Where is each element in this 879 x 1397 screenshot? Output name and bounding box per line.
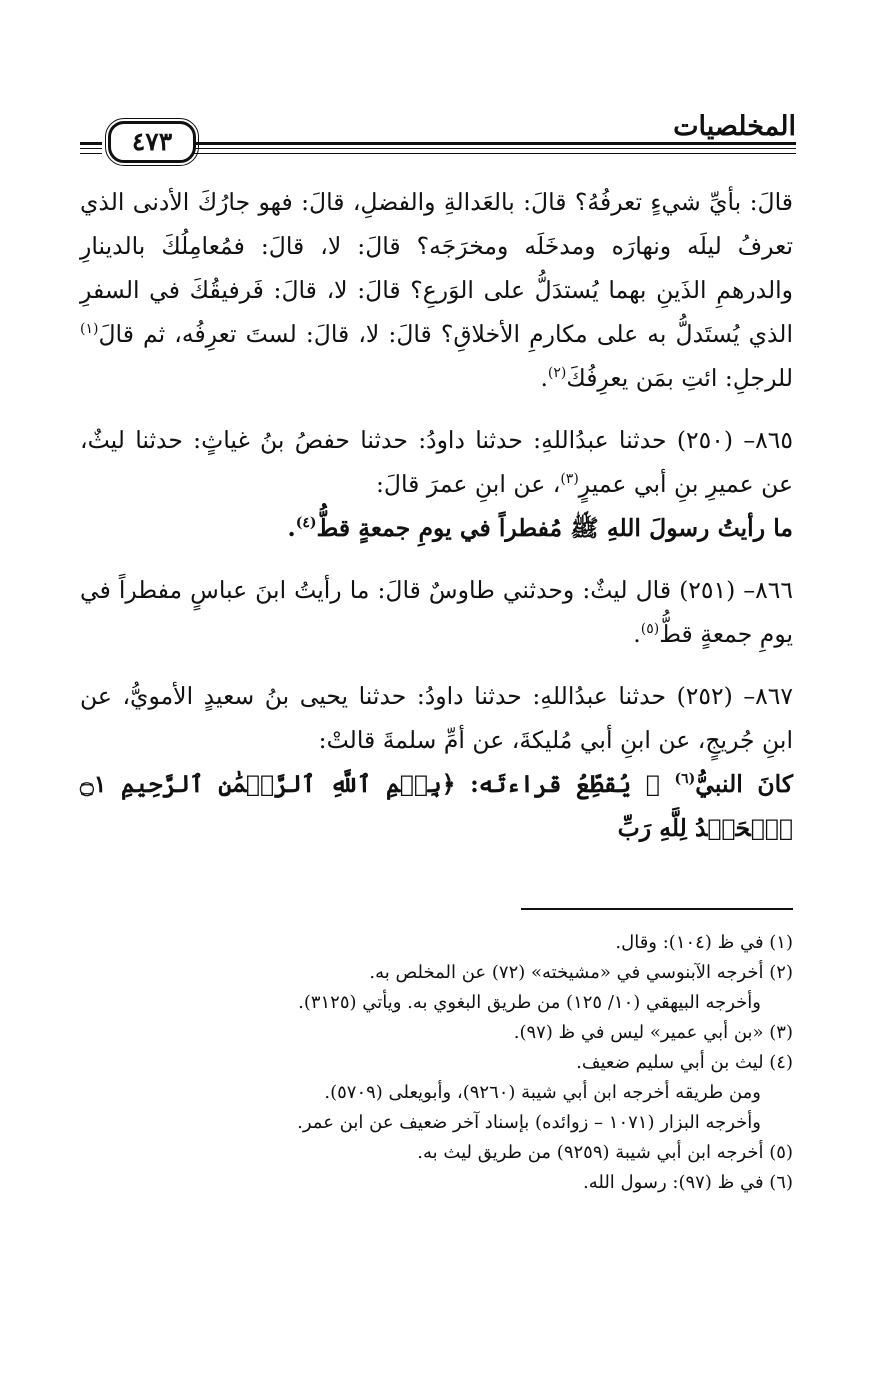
paragraph-text: ٨٦٦– (٢٥١) قال ليثٌ: وحدثني طاوسٌ قالَ: ما رأيتُ ابنَ عباسٍ مفطراً في يومِ جمعةٍ قطُّ	[80, 576, 793, 648]
paragraph-text: ٨٦٧– (٢٥٢) حدثنا عبدُاللهِ: حدثنا داودُ: حدثنا يحيى بنُ سعيدٍ الأمويُّ، عن ابنِ جُريجٍ، عن ابنِ أبي مُليكةَ، عن أمِّ سلمةَ قالتْ:	[80, 682, 793, 754]
header-rule	[189, 142, 796, 145]
hadith-text	[80, 506, 793, 550]
footnote: (٣) «بن أبي عمير» ليس في ظ (٩٧).	[513, 1022, 793, 1043]
paragraph-text: .	[633, 620, 641, 648]
paragraph-text: قالَ: بأيِّ شيءٍ تعرفُهُ؟ قالَ: بالعَدالةِ والفضلِ، قالَ: فهو جارُكَ الأدنى الذي تعرفُ ليلَه ونهارَه ومدخَلَه ومخرَجَه؟ قالَ: لا، قالَ: فمُعامِلُكَ بالدينارِ والدرهمِ الذَينِ بهما يُستدَلُّ على الوَرعِ؟ قالَ: لا، قالَ: فَرفيقُكَ في السفرِ الذي يُستَدلُّ به على مكارمِ الأخلاقِ؟ قالَ: لا، قالَ: لستَ تعرِفُه، ثم قالَ	[80, 188, 793, 348]
footnote: وأخرجه البيهقي (١٠/ ١٢٥) من طريق البغوي به. ويأتي (٣١٢٥).	[298, 992, 761, 1013]
footnote-ref: (٤)	[295, 515, 317, 532]
footnote-ref: (٢)	[547, 365, 567, 382]
footnotes	[80, 928, 793, 1198]
footnote-ref: (٥)	[640, 621, 660, 638]
header-rule	[80, 142, 102, 145]
paragraph-text: كانَ النبيُّ	[695, 770, 794, 798]
footnote: (١) في ظ (١٠٤): وقال.	[615, 932, 793, 953]
footnote-separator	[521, 908, 793, 910]
hadith-865	[80, 418, 793, 506]
hadith-text	[80, 762, 793, 850]
page-header	[80, 104, 796, 164]
footnote: (٥) أخرجه ابن أبي شيبة (٩٢٥٩) من طريق ليث به.	[417, 1142, 793, 1163]
footnote: (٦) في ظ (٩٧): رسول الله.	[582, 1172, 793, 1193]
footnote: (٤) ليث بن أبي سليم ضعيف.	[576, 1052, 793, 1073]
page-number: ٤٧٣	[108, 121, 196, 163]
hadith-867	[80, 674, 793, 762]
header-rule	[189, 148, 796, 149]
footnote-ref: (٦)	[674, 771, 696, 788]
hadith-866	[80, 568, 793, 656]
paragraph-text: .	[540, 364, 548, 392]
footnote-ref: (٣)	[560, 471, 579, 488]
running-title: المخلصيات	[673, 111, 796, 142]
paragraph-text: ﷺ يُقطِّعُ قراءتَه: ﴿بِسۡمِ ٱللَّهِ ٱلرَّحۡمَٰنِ ٱلرَّحِيمِ ۝١ ٱلۡحَمۡدُ لِلَّهِ رَبِّ	[80, 770, 793, 842]
paragraph-text: ٨٦٥– (٢٥٠) حدثنا عبدُاللهِ: حدثنا داودُ: حدثنا حفصُ بنُ غياثٍ: حدثنا ليثٌ، عن عميرِ بنِ أبي عميرٍ	[80, 426, 793, 498]
header-rule	[80, 148, 102, 149]
paragraph-text: .	[287, 514, 296, 542]
footnote: وأخرجه البزار (١٠٧١ – زوائده) بإسناد آخر ضعيف عن ابن عمر.	[297, 1112, 761, 1133]
paragraph-text: ما رأيتُ رسولَ اللهِ ﷺ مُفطراً في يومِ جمعةٍ قطُّ	[316, 514, 793, 542]
footnote: ومن طريقه أخرجه ابن أبي شيبة (٩٢٦٠)، وأبويعلى (٥٧٠٩).	[324, 1082, 761, 1103]
paragraph	[80, 180, 793, 400]
header-rule	[80, 153, 102, 154]
footnote: (٢) أخرجه الآبنوسي في «مشيخته» (٧٢) عن المخلص به.	[369, 962, 793, 983]
main-text	[80, 180, 793, 850]
paragraph-text: ، عن ابنِ عمرَ قالَ:	[376, 470, 561, 498]
paragraph-text: للرجلِ: ائتِ بمَن يعرِفُكَ	[566, 364, 793, 392]
footnote-ref: (١)	[80, 321, 99, 338]
header-rule	[189, 153, 796, 154]
